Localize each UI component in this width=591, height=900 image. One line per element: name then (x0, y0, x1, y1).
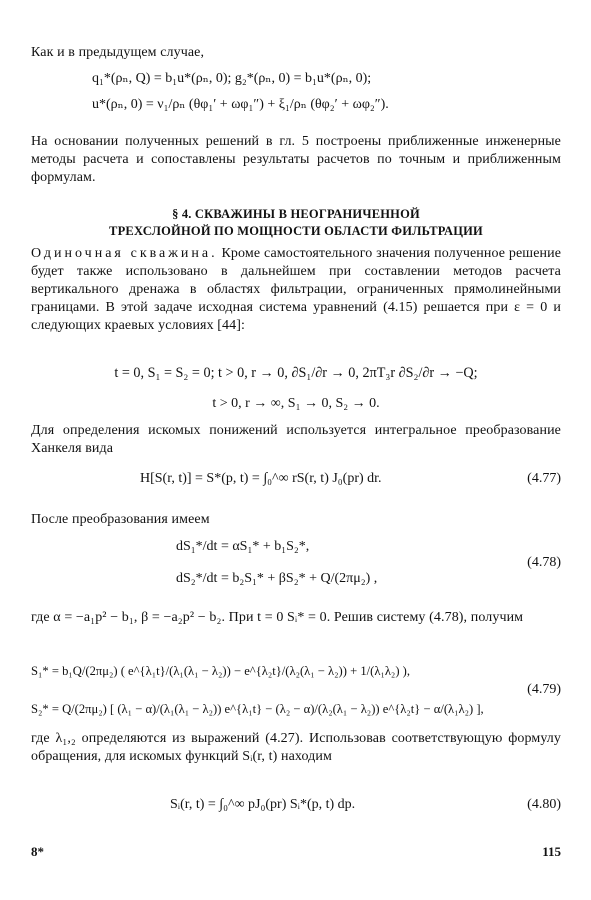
page-number: 115 (542, 844, 561, 859)
equation-4-78-line2: dS₂*/dt = b₂S₁* + βS₂* + Q/(2πμ₂) , (176, 571, 378, 586)
intro-line (31, 44, 561, 62)
single-well-lead: Одиночная скважина. (31, 246, 218, 261)
boundary-conditions-line1 (31, 364, 561, 382)
section-heading (31, 206, 561, 240)
boundary-conditions-line2 (31, 395, 561, 413)
paragraph-approx-methods-text: На основании полученных решений в гл. 5 построены приближенные инженерные методы расчета и сопоставлены результаты расчетов по точным и приближенным формулам. (31, 134, 561, 185)
section-title-line2: ТРЕХСЛОЙНОЙ ПО МОЩНОСТИ ОБЛАСТИ ФИЛЬТРАЦИИ (109, 224, 483, 238)
formula-q-g (92, 70, 562, 88)
formula-u-text: u*(ρₙ, 0) = ν₁/ρₙ (θφ₁′ + ωφ₁″) + ξ₁/ρₙ (θφ₂′ + ωφ₂″). (92, 97, 389, 112)
equation-4-80 (170, 796, 561, 814)
equation-4-78-line1: dS₁*/dt = αS₁* + b₁S₂*, (176, 539, 310, 554)
paragraph-alpha-beta (31, 609, 561, 645)
paragraph-single-well (31, 245, 561, 349)
equation-4-77-number: (4.77) (527, 471, 561, 486)
boundary-line1-text: t = 0, S₁ = S₂ = 0; t > 0, r → 0, ∂S₁/∂r → 0, 2πT₃r ∂S₂/∂r → −Q; (114, 365, 478, 381)
equation-4-79-lines (31, 662, 484, 718)
equation-4-79-line1: S₁* = b₁Q/(2πμ₂) ( e^{λ₁t}/(λ₁(λ₁ − λ₂)) − e^{λ₂t}/(λ₂(λ₁ − λ₂)) + 1/(λ₁λ₂) ), (31, 664, 411, 678)
paragraph-lambda (31, 730, 561, 782)
equation-4-77 (140, 470, 561, 488)
alpha-beta-text: где α = −a₁p² − b₁, β = −a₂p² − b₂. При t = 0 Sᵢ* = 0. Решив систему (4.78), получим (31, 610, 524, 625)
section-title-line1: § 4. СКВАЖИНЫ В НЕОГРАНИЧЕННОЙ (172, 207, 420, 221)
equation-4-79-line2: S₂* = Q/(2πμ₂) [ (λ₁ − α)/(λ₁(λ₁ − λ₂)) e^{λ₁t} − (λ₂ − α)/(λ₂(λ₁ − λ₂)) e^{λ₂t} − α/(λ₁λ₂) ], (31, 702, 484, 716)
equation-4-80-number: (4.80) (527, 797, 561, 812)
equation-4-78-number: (4.78) (527, 555, 561, 570)
formula-u (92, 96, 562, 114)
hankel-intro-text: Для определения искомых понижений используется интегральное преобразование Ханкеля вида (31, 423, 561, 456)
equation-4-77-text: H[S(r, t)] = S*(p, t) = ∫₀^∞ rS(r, t) J₀(pr) dr. (140, 471, 382, 486)
after-transform-text: После преобразования имеем (31, 512, 210, 527)
equation-4-78 (176, 536, 561, 590)
equation-4-79-number: (4.79) (527, 682, 561, 697)
after-transform-line (31, 511, 561, 529)
page-footer (31, 844, 561, 860)
equation-4-78-lines (176, 538, 377, 588)
intro-text: Как и в предыдущем случае, (31, 45, 205, 60)
boundary-line2-text: t > 0, r → ∞, S₁ → 0, S₂ → 0. (212, 396, 380, 411)
equation-4-79 (31, 657, 561, 723)
formula-q-g-text: q₁*(ρₙ, Q) = b₁u*(ρₙ, 0); g₂*(ρₙ, 0) = b₁u*(ρₙ, 0); (92, 71, 372, 86)
lambda-text: где λ₁,₂ определяются из выражений (4.27). Использовав соответствующую формулу обращения, для искомых функций Sᵢ(r, t) находим (31, 731, 561, 764)
equation-4-80-text: Sᵢ(r, t) = ∫₀^∞ pJ₀(pr) Sᵢ*(p, t) dp. (170, 797, 356, 812)
paragraph-hankel-intro (31, 422, 561, 458)
paragraph-approx-methods (31, 133, 561, 185)
footer-signature-mark: 8* (31, 844, 44, 859)
single-well-text: Кроме самостоятельного значения полученное решение будет также использовано в дальнейшем при составлении методов расчета вертикального дренажа в областях фильтрации, ограниченных прямолинейными границами. В этой задаче исходная система уравнений (4.15) решается при ε = 0 и следующих краевых условиях [44]: (31, 246, 562, 333)
